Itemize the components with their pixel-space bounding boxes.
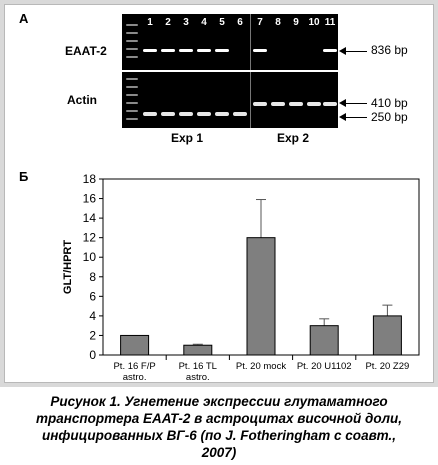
lane-number: 2 <box>165 17 171 28</box>
lane-number: 7 <box>257 17 263 28</box>
actin-band <box>215 112 229 116</box>
x-tick-label: Pt. 16 F/P <box>113 361 156 372</box>
ladder-band <box>126 56 138 58</box>
y-tick-label: 10 <box>82 250 96 265</box>
y-tick-label: 12 <box>82 230 96 245</box>
eaat2-band-arrow <box>345 51 367 52</box>
panel-b-label: Б <box>19 169 29 184</box>
eaat2-band <box>161 49 175 52</box>
bar <box>184 345 212 355</box>
lane-number: 8 <box>275 17 281 28</box>
panel-a-label: А <box>19 11 29 26</box>
eaat2-band <box>323 49 337 52</box>
bar <box>247 238 275 355</box>
ladder-band <box>126 24 138 26</box>
eaat2-band <box>215 49 229 52</box>
y-axis-label: GLT/HPRT <box>62 239 74 295</box>
bar <box>373 316 401 355</box>
actin-band <box>161 112 175 116</box>
y-tick-label: 8 <box>89 269 96 284</box>
lane-number: 5 <box>219 17 225 28</box>
actin-band <box>253 102 267 106</box>
eaat2-band <box>143 49 157 52</box>
y-tick-label: 4 <box>89 308 96 323</box>
actin-gel-image <box>122 72 338 128</box>
ladder-band <box>126 86 138 88</box>
exp1-label: Exp 1 <box>171 131 204 145</box>
actin-band <box>197 112 211 116</box>
eaat2-band <box>253 49 267 52</box>
actin-row-label: Actin <box>67 93 97 107</box>
lane-number: 1 <box>147 17 153 28</box>
eaat2-band <box>179 49 193 52</box>
ladder-band <box>126 32 138 34</box>
eaat2-gel-image <box>122 14 338 70</box>
experiment-divider <box>250 72 251 128</box>
caption-line-2: транспортера ЕААТ-2 в астроцитах височной доли, <box>35 411 403 426</box>
y-tick-label: 6 <box>89 289 96 304</box>
eaat2-row-label: EAAT-2 <box>65 44 107 58</box>
actin-band <box>271 102 285 106</box>
x-tick-label: astro. <box>185 372 210 380</box>
caption-line-1: Рисунок 1. Угнетение экспрессии глутаматного <box>50 394 388 409</box>
caption-line-4: 2007) <box>201 445 237 460</box>
bar <box>121 335 149 355</box>
actin-lower-arrow <box>345 117 367 118</box>
lane-number: 6 <box>237 17 243 28</box>
bar <box>310 326 338 355</box>
exp2-label: Exp 2 <box>277 131 310 145</box>
ladder-band <box>126 40 138 42</box>
lane-number: 9 <box>293 17 299 28</box>
experiment-divider <box>250 14 251 70</box>
eaat2-band <box>197 49 211 52</box>
actin-band <box>143 112 157 116</box>
lane-number: 11 <box>324 17 336 28</box>
x-tick-label: Pt. 20 Z29 <box>365 361 410 372</box>
bar-chart <box>5 165 435 380</box>
ladder-band <box>126 94 138 96</box>
figure-panel <box>4 4 434 383</box>
ladder-band <box>126 78 138 80</box>
figure-caption <box>0 393 438 461</box>
x-tick-label: Pt. 20 mock <box>235 361 287 372</box>
caption-line-3: инфицированных ВГ-6 (по J. Fotheringham с соавт., <box>42 428 396 443</box>
ladder-band <box>126 118 138 120</box>
actin-band <box>179 112 193 116</box>
y-tick-label: 16 <box>82 191 96 206</box>
x-tick-label: Pt. 20 U1102 <box>296 361 352 372</box>
x-tick-label: astro. <box>122 372 147 380</box>
lane-number: 3 <box>183 17 189 28</box>
ladder-band <box>126 48 138 50</box>
bp-label-410: 410 bp <box>371 96 408 110</box>
y-tick-label: 14 <box>82 211 96 226</box>
actin-band <box>289 102 303 106</box>
y-tick-label: 18 <box>82 172 96 186</box>
lane-number: 10 <box>308 17 320 28</box>
actin-band <box>307 102 321 106</box>
actin-band <box>323 102 337 106</box>
ladder-band <box>126 102 138 104</box>
ladder-band <box>126 110 138 112</box>
y-tick-label: 2 <box>89 328 96 343</box>
bp-label-836: 836 bp <box>371 43 408 57</box>
lane-number: 4 <box>201 17 207 28</box>
bp-label-250: 250 bp <box>371 110 408 124</box>
x-tick-label: Pt. 16 TL <box>178 361 217 372</box>
y-tick-label: 0 <box>89 348 96 362</box>
actin-upper-arrow <box>345 103 367 104</box>
actin-band <box>233 112 247 116</box>
